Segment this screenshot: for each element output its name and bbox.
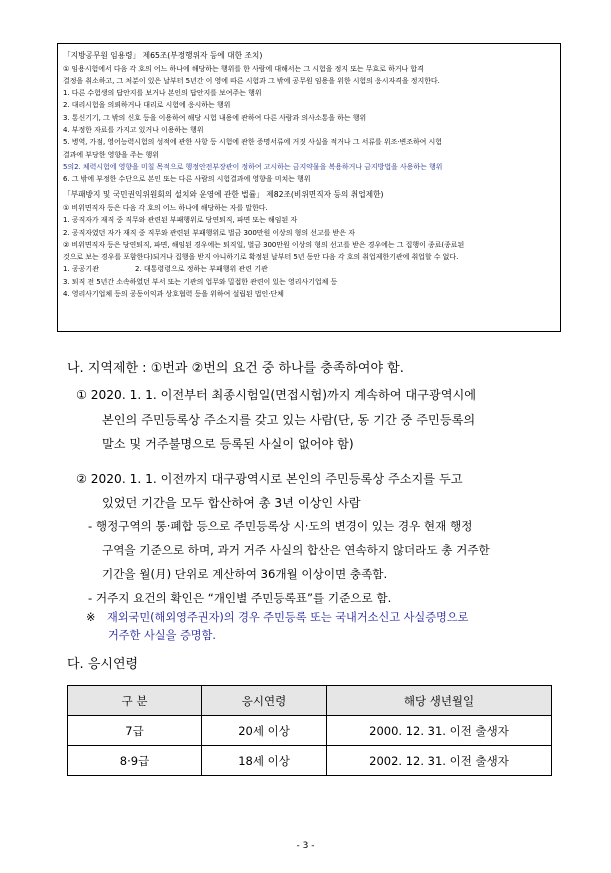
age-cell: 20세 이상 <box>202 716 327 746</box>
region-item-1-line: 본인의 주민등록상 주소지를 갖고 있는 사람(단, 동 기간 중 주민등록의 <box>102 413 476 427</box>
column-header: 구 분 <box>68 686 202 716</box>
law-line: 1. 다른 수험생의 답안지를 보거나 본인의 답안지를 보여주는 행위 <box>63 89 262 98</box>
grade-cell: 7급 <box>68 716 202 746</box>
region-dash-note-2: - 거주지 요건의 확인은 “개인별 주민등록표”를 기준으로 함. <box>88 591 392 605</box>
birthdate-cell: 2002. 12. 31. 이전 출생자 <box>327 746 552 776</box>
birthdate-cell: 2000. 12. 31. 이전 출생자 <box>327 716 552 746</box>
law-citation-box <box>57 43 561 332</box>
law-line: ① 비위면직자 등은 다음 각 호의 어느 하나에 해당하는 자를 말한다. <box>63 203 268 212</box>
law-line: ① 임용시험에서 다음 각 호의 어느 하나에 해당하는 행위를 한 사람에 대해서는 그 시험을 정지 또는 무효로 하거나 합격 <box>63 64 424 73</box>
age-cell: 18세 이상 <box>202 746 327 776</box>
law-line: 4. 영리사기업체 등의 공동이익과 상호협력 등을 위하여 설립된 법인·단체 <box>63 290 284 299</box>
law-line-two-column <box>63 263 556 275</box>
age-requirement-table <box>67 685 552 776</box>
region-notice-line <box>86 609 468 627</box>
law-section-title: 「지방공무원 임용령」 제65조(부정행위자 등에 대한 조치) <box>63 51 263 60</box>
note-text: 재외국민(해외영주권자)의 경우 주민등록 또는 국내거소신고 사실증명으로 <box>106 611 469 624</box>
region-dash-note-line: 구역을 기준으로 하며, 과거 거주 사실의 합산은 연속하지 않더라도 총 거주한 <box>102 543 490 557</box>
region-dash-note-line: 기간을 월(月) 단위로 계산하여 36개월 이상이면 충족함. <box>102 567 388 581</box>
law-line: 4. 부정한 자료를 가지고 있거나 이용하는 행위 <box>63 125 204 134</box>
region-item-1-line: ① 2020. 1. 1. 이전부터 최종시험일(면접시험)까지 계속하여 대구광역시에 <box>76 388 477 402</box>
law-line: 결정을 취소하고, 그 처분이 있은 날부터 5년간 이 영에 따른 시험과 그 밖에 공무원 임용을 위한 시험의 응시자격을 정지한다. <box>63 76 440 85</box>
column-header: 응시연령 <box>202 686 327 716</box>
law-line: 5의2. 체력시험에 영향을 미칠 목적으로 행정안전부장관이 정하여 고시하는 금지약물을 복용하거나 금지방법을 사용하는 행위 <box>63 162 443 171</box>
table-header-row <box>68 686 552 716</box>
table-row <box>68 746 552 776</box>
law-item: 2. 대통령령으로 정하는 부패행위 관련 기관 <box>135 265 268 274</box>
law-item: 1. 공공기관 <box>63 265 99 274</box>
region-heading: 나. 지역제한 : ①번과 ②번의 요건 중 하나를 충족하여야 함. <box>67 361 404 376</box>
law-line: 2. 공직자였던 자가 재직 중 직무와 관련된 부패행위로 벌금 300만원 이상의 형의 선고를 받은 자 <box>63 228 355 237</box>
law-line: 3. 퇴직 전 5년간 소속하였던 부서 또는 기관의 업무와 밀접한 관련이 있는 영리사기업체 등 <box>63 277 338 286</box>
law-line: 결과에 부당한 영향을 주는 행위 <box>63 150 159 159</box>
law-line: ② 비위면직자 등은 당연퇴직, 파면, 해임된 경우에는 퇴직일, 벌금 300만원 이상의 형의 선고를 받은 경우에는 그 집행이 종료(종료된 <box>63 240 465 249</box>
region-notice-line: 거주한 사실을 증명함. <box>108 629 216 642</box>
law-line: 것으로 보는 경우를 포함한다)되거나 집행을 받지 아니하기로 확정된 날부터 5년 동안 다음 각 호의 취업제한기관에 취업할 수 없다. <box>63 253 459 262</box>
law-line: 1. 공직자가 재직 중 직무와 관련된 부패행위로 당연퇴직, 파면 또는 해임된 자 <box>63 216 298 225</box>
note-mark: ※ <box>86 611 96 624</box>
region-item-2-line: 있었던 기간을 모두 합산하여 총 3년 이상인 사람 <box>102 496 361 510</box>
grade-cell: 8·9급 <box>68 746 202 776</box>
region-dash-note-line: - 행정구역의 통·폐합 등으로 주민등록상 시·도의 변경이 있는 경우 현재 행정 <box>88 519 473 533</box>
column-header: 해당 생년월일 <box>327 686 552 716</box>
age-heading: 다. 응시연령 <box>67 657 139 672</box>
law-line: 2. 대리시험을 의뢰하거나 대리로 시험에 응시하는 행위 <box>63 101 231 110</box>
region-item-2-line: ② 2020. 1. 1. 이전까지 대구광역시로 본인의 주민등록상 주소지를 두고 <box>76 472 463 486</box>
table-row <box>68 716 552 746</box>
law-line: 3. 통신기기, 그 밖의 신호 등을 이용하여 해당 시험 내용에 관하여 다른 사람과 의사소통을 하는 행위 <box>63 113 367 122</box>
law-line: 5. 병역, 가점, 영어능력시험의 성적에 관한 사항 등 시험에 관한 증명서류에 거짓 사실을 적거나 그 서류를 위조·변조하여 시험 <box>63 138 442 147</box>
law-line: 6. 그 밖에 부정한 수단으로 본인 또는 다른 사람의 시험결과에 영향을 미치는 행위 <box>63 175 311 184</box>
page-number: - 3 - <box>296 841 315 851</box>
law-section-title: 「부패방지 및 국민권익위원회의 설치와 운영에 관한 법률」 제82조(비위면직자 등의 취업제한) <box>63 190 384 200</box>
region-item-1-line: 말소 및 거주불명으로 등록된 사실이 없어야 함) <box>102 437 354 451</box>
